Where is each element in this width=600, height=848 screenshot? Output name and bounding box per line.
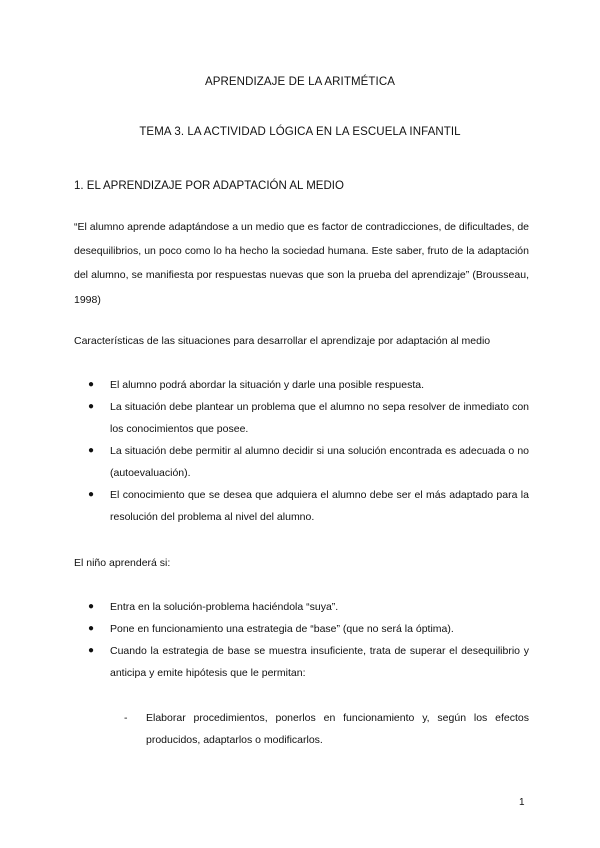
list-item [74,396,529,440]
list-item [74,640,529,684]
brousseau-quote: “El alumno aprende adaptándose a un medio que es factor de contradicciones, de dificultades, de desequilibrios, un poco como lo ha hecho la sociedad humana. Este saber, fruto de la adaptación del alumno, se manifiesta por respuestas nuevas que son la prueba del aprendizaje” (Brousseau, 1998) [74,221,529,306]
sub-list-item-text: Elaborar procedimientos, ponerlos en funcionamiento y, según los efectos producidos, adaptarlos o modificarlos. [146,712,529,746]
bullet-icon: ● [88,379,95,390]
learning-intro: El niño aprenderá si: [74,557,171,569]
page-number: 1 [519,797,525,808]
sub-list-item [110,707,529,751]
document-title: APRENDIZAJE DE LA ARITMÉTICA [204,76,396,88]
list-item [74,596,529,618]
bullet-icon: ● [88,601,95,612]
list-item-text: Cuando la estrategia de base se muestra insuficiente, trata de superar el desequilibrio y anticipa y emite hipótesis que le permitan: [110,645,529,679]
list-item-text: El conocimiento que se desea que adquiera el alumno debe ser el más adaptado para la resolución del problema al nivel del alumno. [110,489,529,523]
bullet-icon: ● [88,623,95,634]
bullet-icon: ● [88,445,95,456]
list-item-text: Pone en funcionamiento una estrategia de “base” (que no será la óptima). [110,623,454,635]
characteristics-intro: Características de las situaciones para desarrollar el aprendizaje por adaptación al medio [74,335,491,347]
bullet-icon: ● [88,489,95,500]
list-item [74,484,529,528]
list-item-text: El alumno podrá abordar la situación y darle una posible respuesta. [110,379,425,391]
bullet-icon: ● [88,645,95,656]
list-item-text: La situación debe plantear un problema que el alumno no sepa resolver de inmediato con los conocimientos que posee. [110,401,529,435]
document-subtitle: TEMA 3. LA ACTIVIDAD LÓGICA EN LA ESCUELA INFANTIL [139,126,461,138]
list-item [74,618,529,640]
dash-icon: - [124,712,128,724]
list-item-text: La situación debe permitir al alumno decidir si una solución encontrada es adecuada o no (autoevaluación). [110,445,529,479]
list-item [74,440,529,484]
learning-conditions-list [74,596,529,684]
list-item-text: Entra en la solución-problema haciéndola “suya”. [110,601,339,613]
list-item [74,374,529,396]
sub-list [110,707,529,751]
bullet-icon: ● [88,401,95,412]
section-heading: 1. EL APRENDIZAJE POR ADAPTACIÓN AL MEDIO [74,180,344,192]
characteristics-list [74,374,529,528]
